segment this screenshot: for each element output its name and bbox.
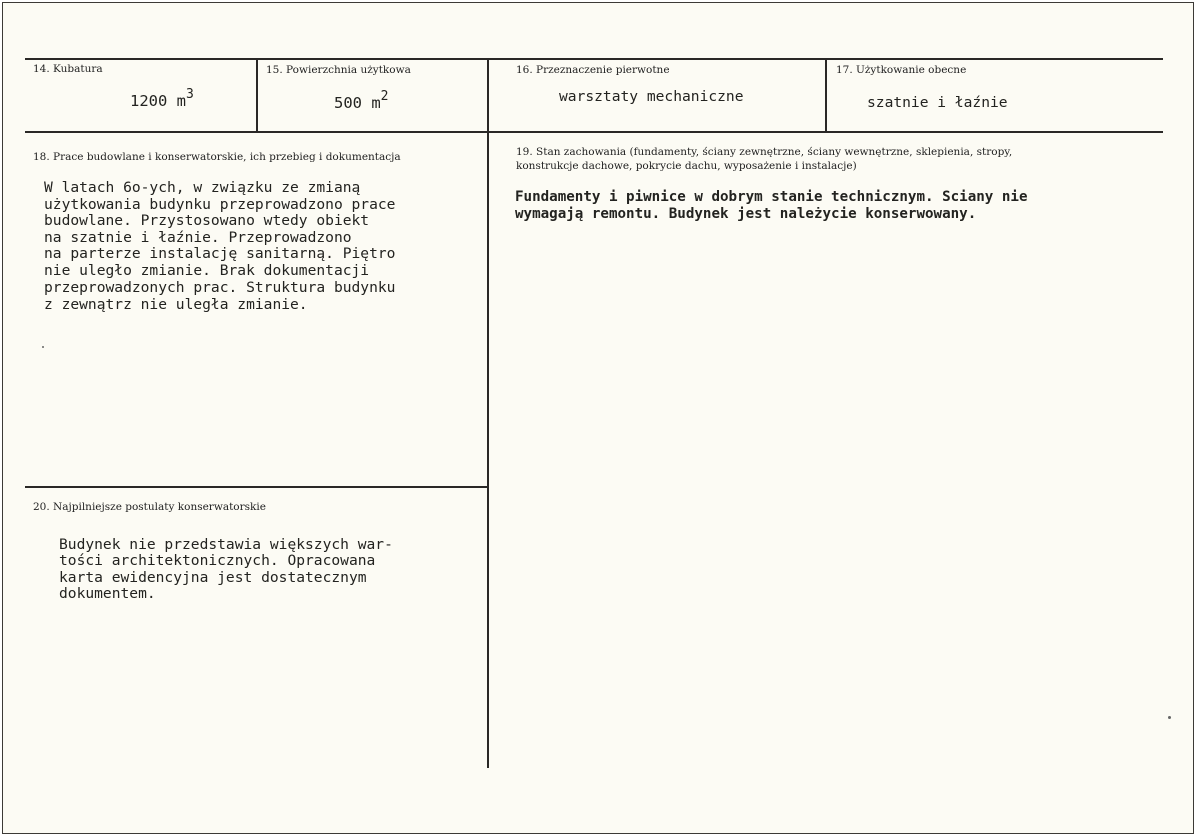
postulaty-line: Budynek nie przedstawia większych war- xyxy=(59,536,393,553)
rule-top xyxy=(25,58,1163,60)
divider-17 xyxy=(825,58,827,131)
prace-line: przeprowadzonych prac. Struktura budynku xyxy=(44,279,396,296)
postulaty-line: karta ewidencyjna jest dostatecznym xyxy=(59,569,367,586)
prace-line: na szatnie i łaźnie. Przeprowadzono xyxy=(44,229,352,246)
prace-line: na parterze instalację sanitarną. Piętro xyxy=(44,245,396,262)
prace-line: nie uległo zmianie. Brak dokumentacji xyxy=(44,262,370,279)
prace-line: użytkowania budynku przeprowadzono prace xyxy=(44,196,396,213)
postulaty-line: dokumentem. xyxy=(59,585,156,602)
postulaty-label: 20. Najpilniejsze postulaty konserwatorskie xyxy=(33,501,266,513)
prace-line: budowlane. Przystosowano wtedy obiekt xyxy=(44,212,370,229)
rule-row1 xyxy=(25,131,1163,133)
prace-line: W latach 6o-ych, w związku ze zmianą xyxy=(44,179,361,196)
stan-line: wymagają remontu. Budynek jest należycie konserwowany. xyxy=(515,206,977,222)
divider-15 xyxy=(256,58,258,131)
prace-line: z zewnątrz nie uległa zmianie. xyxy=(44,296,308,313)
przeznaczenie-label: 16. Przeznaczenie pierwotne xyxy=(516,64,670,76)
uzytkowanie-value: szatnie i łaźnie xyxy=(867,94,1008,111)
postulaty-line: tości architektonicznych. Opracowana xyxy=(59,552,376,569)
powierzchnia-number: 500 m xyxy=(334,94,381,112)
powierzchnia-value xyxy=(334,89,389,112)
przeznaczenie-value: warsztaty mechaniczne xyxy=(559,88,744,105)
paper-speck xyxy=(42,346,44,348)
prace-label: 18. Prace budowlane i konserwatorskie, ich przebieg i dokumentacja xyxy=(33,151,401,163)
kubatura-label: 14. Kubatura xyxy=(33,63,103,75)
uzytkowanie-label: 17. Użytkowanie obecne xyxy=(836,64,967,76)
stan-label-line2: konstrukcje dachowe, pokrycie dachu, wyposażenie i instalacje) xyxy=(516,160,857,172)
kubatura-exponent: 3 xyxy=(186,87,194,102)
divider-16 xyxy=(487,58,489,768)
rule-left-section xyxy=(25,486,488,488)
kubatura-value xyxy=(130,87,194,110)
stan-line: Fundamenty i piwnice w dobrym stanie technicznym. Sciany nie xyxy=(515,189,1028,205)
powierzchnia-label: 15. Powierzchnia użytkowa xyxy=(266,64,411,76)
paper-speck xyxy=(1168,716,1171,719)
kubatura-number: 1200 m xyxy=(130,92,186,110)
record-card xyxy=(2,2,1194,834)
stan-label-line1: 19. Stan zachowania (fundamenty, ściany zewnętrzne, ściany wewnętrzne, sklepienia, stropy, xyxy=(516,146,1013,158)
powierzchnia-exponent: 2 xyxy=(380,89,389,104)
